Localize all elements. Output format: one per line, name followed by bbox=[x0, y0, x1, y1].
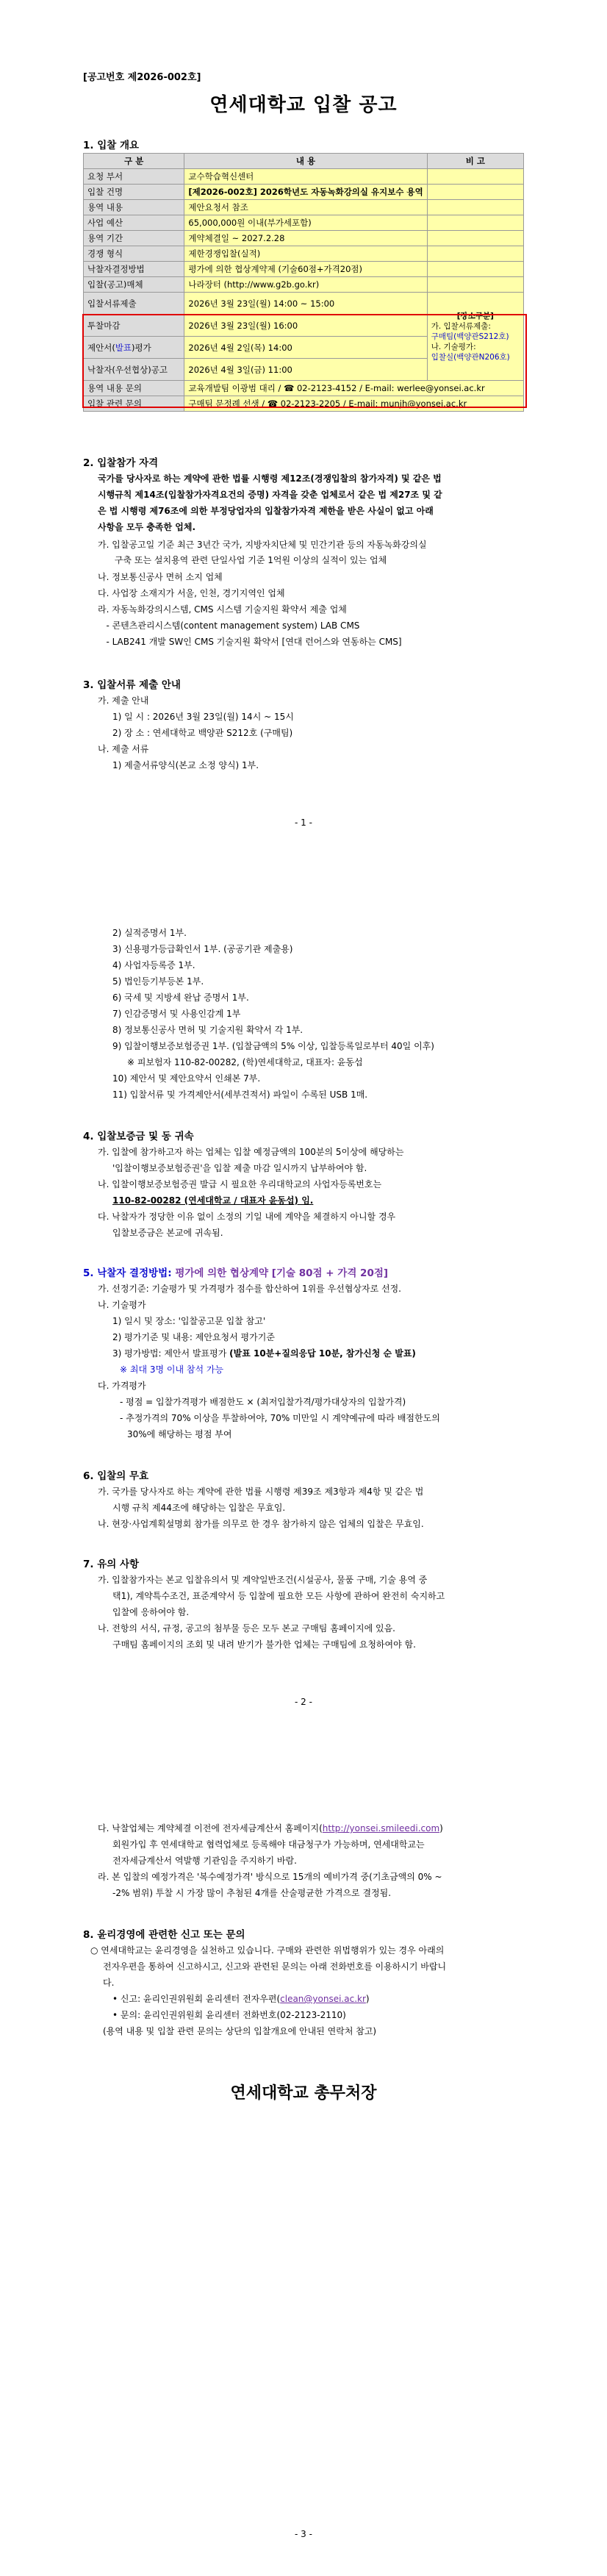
s7-item: 구매팀 홈페이지의 조회 및 내려 받기가 불가한 업체는 구매팀에 요청하여야 함. bbox=[112, 1639, 416, 1650]
s4-item: 나. 입찰이행보증보험증권 발급 시 필요한 우리대학교의 사업자등록번호는 bbox=[98, 1179, 382, 1189]
s5-item: 3) 평가방법: 제안서 발표평가 (발표 10분+질의응답 10분, 참가신청 순 발표) bbox=[112, 1348, 416, 1359]
row-remark bbox=[427, 277, 523, 293]
s3-item: 9) 입찰이행보증보험증권 1부. (입찰금액의 5% 이상, 입찰등록일로부터 40일 이후) bbox=[112, 1041, 434, 1051]
s3-item: 10) 제안서 및 제안요약서 인쇄본 7부. bbox=[112, 1073, 261, 1084]
s3-item: 11) 입찰서류 및 가격제안서(세부견적서) 파일이 수록된 USB 1매. bbox=[112, 1090, 368, 1100]
s5-item: 1) 일시 및 장소: '입찰공고문 입찰 참고' bbox=[112, 1316, 266, 1326]
section-2-heading: 2. 입찰참가 자격 bbox=[83, 457, 159, 469]
s8-item: (용역 내용 및 입찰 관련 문의는 상단의 입찰개요에 안내된 연락처 참고) bbox=[103, 2026, 377, 2036]
row-remark bbox=[427, 169, 523, 185]
row-key: 요청 부서 bbox=[84, 169, 184, 185]
section-3-heading: 3. 입찰서류 제출 안내 bbox=[83, 679, 181, 691]
header-remark: 비 고 bbox=[427, 154, 523, 169]
row-remark bbox=[427, 262, 523, 277]
row-value: 2026년 3월 23일(월) 16:00 bbox=[184, 315, 427, 337]
row-key: 용역 기간 bbox=[84, 231, 184, 246]
schedule-highlight-box bbox=[82, 314, 527, 408]
row-value: 계약체결일 ~ 2027.2.28 bbox=[184, 231, 427, 246]
section-7-heading: 7. 유의 사항 bbox=[83, 1559, 140, 1570]
row-remark bbox=[427, 200, 523, 215]
s3-item: 2) 장 소 : 연세대학교 백양관 S212호 (구매팀) bbox=[112, 728, 293, 738]
header-content: 내 용 bbox=[184, 154, 427, 169]
s7-item: 다. 낙찰업체는 계약체결 이전에 전자세금계산서 홈페이지(http://yonsei.smileedi.com) bbox=[98, 1823, 443, 1833]
s3-item: 4) 사업자등록증 1부. bbox=[112, 960, 195, 970]
section-4-heading: 4. 입찰보증금 및 동 귀속 bbox=[83, 1131, 194, 1142]
page-number: - 2 - bbox=[295, 1697, 312, 1707]
s4-item: 다. 낙찰자가 정당한 이유 없이 소정의 기일 내에 계약을 체결하지 아니할 경우 bbox=[98, 1212, 396, 1222]
s2-item: 나. 정보통신공사 면허 소지 업체 bbox=[98, 572, 223, 582]
page-number: - 1 - bbox=[295, 817, 312, 828]
row-key: 입찰서류제출 bbox=[84, 293, 184, 315]
s3-item: 1) 제출서류양식(본교 소정 양식) 1부. bbox=[112, 760, 259, 770]
row-key: 제안서(발표)평가 bbox=[84, 337, 184, 359]
row-value: [제2026-002호] 2026학년도 자동녹화강의실 유지보수 용역 bbox=[184, 185, 427, 200]
row-value: 2026년 3월 23일(월) 14:00 ~ 15:00 bbox=[184, 293, 427, 315]
row-value: 교육개발팀 이광범 대리 / ☎ 02-2123-4152 / E-mail: werlee@yonsei.ac.kr bbox=[184, 381, 524, 396]
e-tax-link[interactable]: http://yonsei.smileedi.com bbox=[322, 1823, 440, 1833]
row-value: 제안요청서 참조 bbox=[184, 200, 427, 215]
row-remark bbox=[427, 185, 523, 200]
s3-item: 6) 국세 및 지방세 완납 증명서 1부. bbox=[112, 992, 249, 1003]
s4-item: 가. 입찰에 참가하고자 하는 업체는 입찰 예정금액의 100분의 5이상에 해당하는 bbox=[98, 1147, 404, 1157]
row-remark bbox=[427, 215, 523, 231]
section-6-heading: 6. 입찰의 무효 bbox=[83, 1470, 149, 1482]
row-key: 입찰(공고)매체 bbox=[84, 277, 184, 293]
s3-item: 8) 정보통신공사 면허 및 기술지원 확약서 각 1부. bbox=[112, 1025, 304, 1035]
row-remark bbox=[427, 246, 523, 262]
row-key: 입찰 관련 문의 bbox=[84, 396, 184, 412]
s8-item: ○ 연세대학교는 윤리경영을 실천하고 있습니다. 구매와 관련한 위법행위가 있는 경우 아래의 bbox=[90, 1945, 445, 1956]
footer-signature: 연세대학교 총무처장 bbox=[230, 2084, 377, 2103]
row-value: 2026년 4월 2일(목) 14:00 bbox=[184, 337, 427, 359]
row-key: 낙찰자(우선협상)공고 bbox=[84, 359, 184, 381]
s8-item: 전자우편을 통하여 신고하시고, 신고와 관련된 문의는 아래 전화번호를 이용하시기 바랍니 bbox=[103, 1961, 447, 1972]
row-key: 투찰마감 bbox=[84, 315, 184, 337]
section-8-heading: 8. 윤리경영에 관련한 신고 또는 문의 bbox=[83, 1929, 245, 1941]
s5-item: 30%에 해당하는 평점 부여 bbox=[127, 1429, 232, 1439]
notice-number: [공고번호 제2026-002호] bbox=[83, 72, 201, 83]
s2-item: - 콘텐츠관리시스템(content management system) LAB CMS bbox=[98, 620, 360, 631]
s3-item: 7) 인감증명서 및 사용인감계 1부 bbox=[112, 1009, 241, 1019]
row-value: 제한경쟁입찰(실적) bbox=[184, 246, 427, 262]
report-email-link[interactable]: clean@yonsei.ac.kr bbox=[280, 1994, 366, 2004]
s5-item: 다. 가격평가 bbox=[98, 1381, 146, 1391]
s3-item: 1) 일 시 : 2026년 3월 23일(월) 14시 ~ 15시 bbox=[112, 712, 294, 722]
section-1-heading: 1. 입찰 개요 bbox=[83, 140, 140, 151]
s4-item: 입찰보증금은 본교에 귀속됨. bbox=[112, 1228, 223, 1238]
page-number: - 3 - bbox=[295, 2529, 312, 2539]
s7-item: 회원가입 후 연세대학교 협력업체로 등록해야 대금청구가 가능하며, 연세대학교는 bbox=[112, 1839, 425, 1850]
page-title: 연세대학교 입찰 공고 bbox=[209, 94, 398, 116]
s5-item: - 평점 = 입찰가격평가 배점한도 × (최저입찰가격/평가대상자의 입찰가격) bbox=[120, 1397, 406, 1407]
s7-item: 입찰에 응하여야 함. bbox=[112, 1607, 190, 1617]
s6-item: 가. 국가를 당사자로 하는 계약에 관한 법률 시행령 제39조 제3항과 제4항 및 같은 법 bbox=[98, 1486, 424, 1497]
row-key: 사업 예산 bbox=[84, 215, 184, 231]
row-remark bbox=[427, 231, 523, 246]
row-key: 용역 내용 문의 bbox=[84, 381, 184, 396]
remark-title: [장소구분] bbox=[456, 311, 494, 321]
row-value: 나라장터 (http://www.g2b.go.kr) bbox=[184, 277, 427, 293]
s5-item: ※ 최대 3명 이내 참석 가능 bbox=[120, 1364, 224, 1375]
s7-item: 라. 본 입찰의 예정가격은 '복수예정가격' 방식으로 15개의 예비가격 중(기초금액의 0% ~ bbox=[98, 1872, 442, 1882]
s2-bold-line: 은 법 시행령 제76조에 의한 부정당업자의 입찰참가자격 제한을 받은 사실이 없고 아래 bbox=[98, 506, 434, 516]
row-key: 경쟁 형식 bbox=[84, 246, 184, 262]
s3-item: 가. 제출 안내 bbox=[98, 695, 149, 706]
s5-item: 나. 기술평가 bbox=[98, 1300, 146, 1310]
s7-item: 나. 전항의 서식, 규정, 공고의 첨부물 등은 모두 본교 구매팀 홈페이지에 있음. bbox=[98, 1623, 395, 1634]
s5-item: 2) 평가기준 및 내용: 제안요청서 평가기준 bbox=[112, 1332, 275, 1342]
s3-item: 3) 신용평가등급확인서 1부. (공공기관 제출용) bbox=[112, 944, 293, 954]
s4-item: 110-82-00282 (연세대학교 / 대표자 윤동섭) 임. bbox=[112, 1195, 314, 1206]
s2-item: 구축 또는 설치용역 관련 단일사업 기준 1억원 이상의 실적이 있는 업체 bbox=[98, 555, 387, 565]
s2-bold-line: 국가를 당사자로 하는 계약에 관한 법률 시행령 제12조(경쟁입찰의 참가자격) 및 같은 법 bbox=[98, 473, 442, 484]
row-key: 낙찰자결정방법 bbox=[84, 262, 184, 277]
s2-bold-line: 사항을 모두 충족한 업체. bbox=[98, 522, 196, 532]
s5-item: 가. 선정기준: 기술평가 및 가격평가 점수를 합산하여 1위를 우선협상자로 선정. bbox=[98, 1284, 401, 1294]
row-value: 구매팀 문정례 선생 / ☎ 02-2123-2205 / E-mail: munjh@yonsei.ac.kr bbox=[184, 396, 524, 412]
s2-bold-line: 시행규칙 제14조(입찰참가자격요건의 증명) 자격을 갖춘 업체로서 같은 법 제27조 및 같 bbox=[98, 490, 442, 500]
s7-item: -2% 범위) 투찰 시 가장 많이 추첨된 4개를 산술평균한 가격으로 결정됨. bbox=[112, 1888, 392, 1898]
s8-item: 다. bbox=[103, 1978, 115, 1988]
row-key: 용역 내용 bbox=[84, 200, 184, 215]
remark-line: 구매팀(백양관S212호) bbox=[431, 332, 509, 341]
s3-item: ※ 피보험자 110-82-00282, (학)연세대학교, 대표자: 윤동섭 bbox=[127, 1057, 363, 1067]
s6-item: 시행 규칙 제44조에 해당하는 입찰은 무효임. bbox=[112, 1503, 286, 1513]
s7-item: 택1), 계약특수조건, 표준계약서 등 입찰에 필요한 모든 사항에 관하여 완전히 숙지하고 bbox=[112, 1591, 445, 1601]
s6-item: 나. 현장·사업계획설명회 참가를 의무로 한 경우 참가하지 않은 업체의 입찰은 무효임. bbox=[98, 1519, 424, 1529]
s2-item: 라. 자동녹화강의시스템, CMS 시스템 기술지원 확약서 제출 업체 bbox=[98, 604, 347, 615]
s2-item: - LAB241 개발 SW인 CMS 기술지원 확약서 [연대 런어스와 연동하는 CMS] bbox=[98, 637, 402, 647]
s8-item: • 문의: 윤리인권위원회 윤리센터 전화번호(02-2123-2110) bbox=[112, 2010, 346, 2020]
section-5-heading: 5. 낙찰자 결정방법: 평가에 의한 협상계약 [기술 80점 + 가격 20점] bbox=[83, 1267, 389, 1279]
row-value: 교수학습혁신센터 bbox=[184, 169, 427, 185]
remark-line: 나. 기술평가: bbox=[431, 342, 476, 351]
s7-item: 가. 입찰참가자는 본교 입찰유의서 및 계약일반조건(시설공사, 물품 구매, 기술 용역 중 bbox=[98, 1575, 428, 1585]
s7-item: 전자세금계산서 역발행 기관임을 주지하기 바람. bbox=[112, 1856, 297, 1866]
row-key: 입찰 건명 bbox=[84, 185, 184, 200]
remark-line: 입찰실(백양관N206호) bbox=[431, 352, 510, 362]
header-category: 구 분 bbox=[84, 154, 184, 169]
row-value: 65,000,000원 이내(부가세포함) bbox=[184, 215, 427, 231]
s4-item: '입찰이행보증보험증권'을 입찰 제출 마감 일시까지 납부하여야 함. bbox=[112, 1163, 367, 1173]
remark-line: 가. 입찰서류제출: bbox=[431, 321, 491, 331]
s8-item: • 신고: 윤리인권위원회 윤리센터 전자우편(clean@yonsei.ac.kr) bbox=[112, 1994, 370, 2004]
s3-item: 5) 법인등기부등본 1부. bbox=[112, 976, 204, 987]
s2-item: 가. 입찰공고일 기준 최근 3년간 국가, 지방자치단체 및 민간기관 등의 자동녹화강의실 bbox=[98, 540, 427, 550]
row-value: 2026년 4월 3일(금) 11:00 bbox=[184, 359, 427, 381]
s3-item: 2) 실적증명서 1부. bbox=[112, 928, 187, 938]
s3-item: 나. 제출 서류 bbox=[98, 744, 149, 754]
s2-item: 다. 사업장 소재지가 서울, 인천, 경기지역인 업체 bbox=[98, 588, 285, 598]
s5-item: - 추정가격의 70% 이상을 투찰하여야, 70% 미만일 시 계약예규에 따라 배점한도의 bbox=[120, 1413, 440, 1423]
row-value: 평가에 의한 협상계약제 (기술60점+가격20점) bbox=[184, 262, 427, 277]
